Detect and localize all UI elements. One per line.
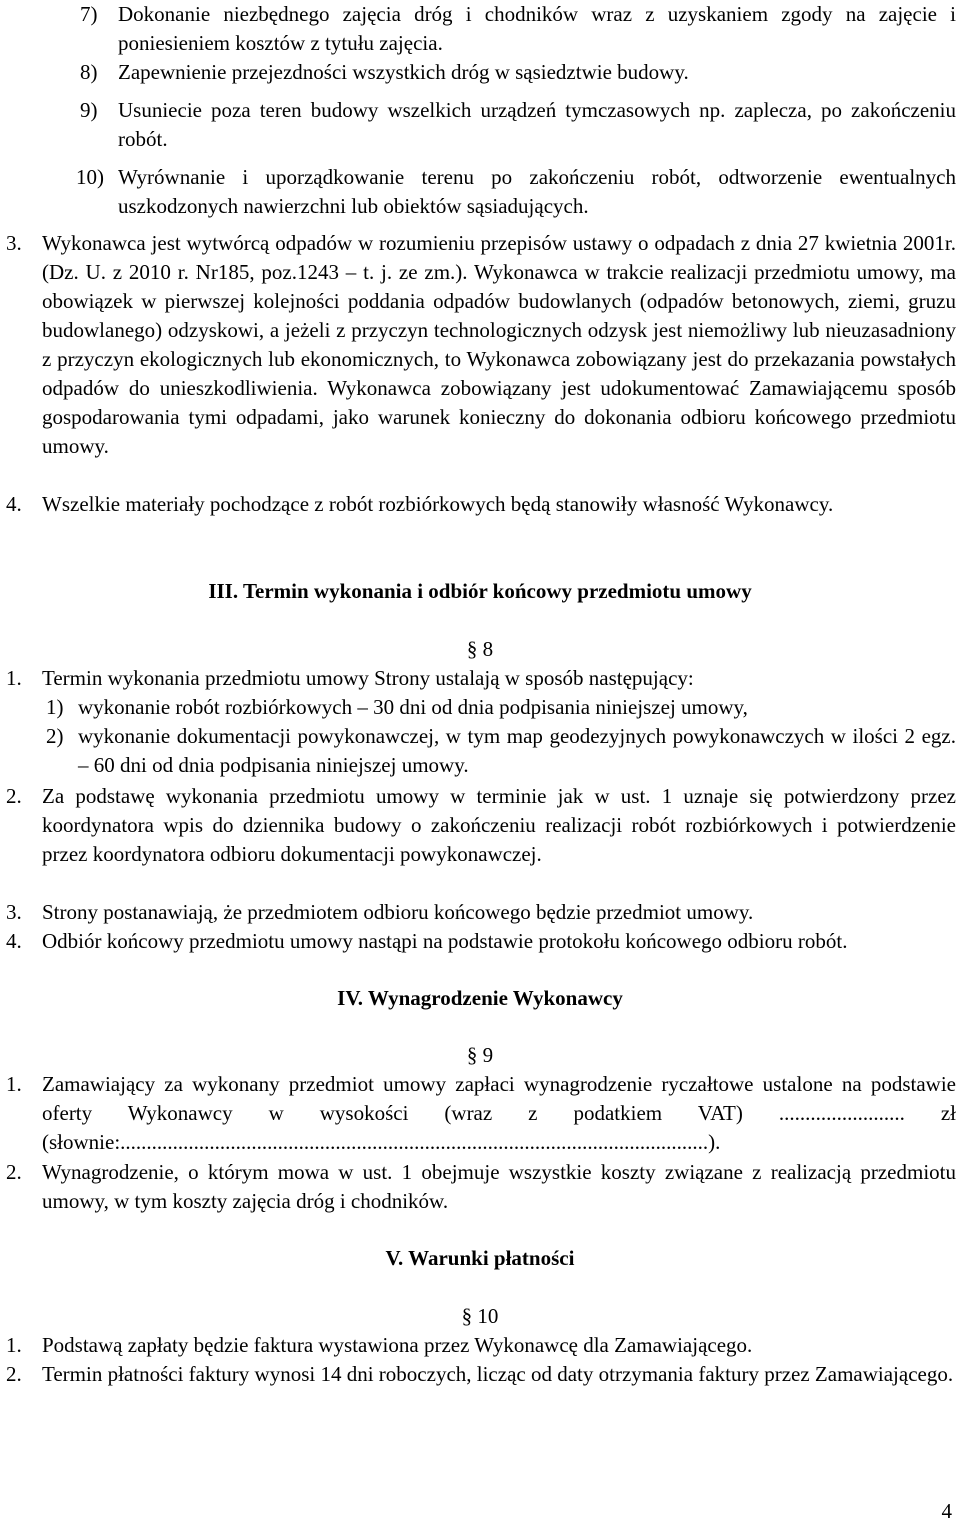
item-number: 1. — [6, 1072, 22, 1096]
item-number: 7) — [80, 2, 98, 26]
item-text: Zapewnienie przejezdności wszystkich dróg w sąsiedztwie budowy. — [118, 60, 689, 84]
item-text: Wyrównanie i uporządkowanie terenu po zakończeniu robót, odtworzenie ewentualnych uszkodzonych nawierzchni lub obiektów sąsiadujących. — [118, 165, 956, 218]
list-item — [6, 490, 956, 519]
item-text: Odbiór końcowy przedmiotu umowy nastąpi na podstawie protokołu końcowego odbioru robót. — [42, 929, 848, 953]
item-text: Za podstawę wykonania przedmiotu umowy w terminie jak w ust. 1 uznaje się potwierdzony przez koordynatora wpis do dziennika budowy o zakończeniu realizacji robót rozbiórkowych i potwierdzenie przez koordynatora odbioru dokumentacji powykonawczej. — [42, 784, 956, 866]
paragraph-sign: § 8 — [466, 637, 494, 661]
paragraph-sign: § 10 — [461, 1304, 499, 1328]
section-heading: III. Termin wykonania i odbiór końcowy przedmiotu umowy — [208, 579, 752, 603]
list-item — [80, 0, 956, 58]
item-text: wykonanie dokumentacji powykonawczej, w tym map geodezyjnych powykonawczych w ilości 2 egz. – 60 dni od dnia podpisania niniejszej umowy. — [78, 724, 956, 777]
item-number: 4. — [6, 929, 22, 953]
item-number: 9) — [80, 98, 98, 122]
item-number: 3. — [6, 900, 22, 924]
item-text: Usuniecie poza teren budowy wszelkich urządzeń tymczasowych np. zaplecza, po zakończeniu robót. — [118, 98, 956, 151]
item-text: Termin wykonania przedmiotu umowy Strony ustalają w sposób następujący: — [42, 666, 694, 690]
item-number: 10) — [76, 165, 104, 189]
list-item — [6, 782, 956, 869]
item-number: 8) — [80, 60, 98, 84]
list-item — [76, 163, 956, 221]
list-item — [6, 898, 956, 927]
list-item — [6, 1331, 956, 1360]
list-item — [6, 1158, 956, 1216]
item-text: Termin płatności faktury wynosi 14 dni roboczych, licząc od daty otrzymania faktury przez Zamawiającego. — [42, 1362, 954, 1386]
item-number: 2) — [46, 724, 64, 748]
list-item — [6, 1360, 956, 1389]
item-number: 2. — [6, 784, 22, 808]
item-text: Wynagrodzenie, o którym mowa w ust. 1 obejmuje wszystkie koszty związane z realizacją przedmiotu umowy, w tym koszty zajęcia dróg i chodników. — [42, 1160, 956, 1213]
item-text: Dokonanie niezbędnego zajęcia dróg i chodników wraz z uzyskaniem zgody na zajęcie i poniesieniem kosztów z tytułu zajęcia. — [118, 2, 956, 55]
item-number: 3. — [6, 231, 22, 255]
list-item — [6, 927, 956, 956]
list-item — [46, 693, 956, 722]
section-heading: IV. Wynagrodzenie Wykonawcy — [337, 986, 623, 1010]
paragraph-sign: § 9 — [466, 1043, 494, 1067]
list-item — [80, 96, 956, 154]
item-number: 4. — [6, 492, 22, 516]
item-text: Wykonawca jest wytwórcą odpadów w rozumieniu przepisów ustawy o odpadach z dnia 27 kwietnia 2001r. (Dz. U. z 2010 r. Nr185, poz.1243 – t. j. ze zm.). Wykonawca w trakcie realizacji przedmiotu umowy, ma obowiązek w pierwszej kolejności poddania odpadów budowlanych (odpadów betonowych, ziemi, gruzu budowlanego) odzyskowi, a jeżeli z przyczyn technologicznych odzysk jest niemożliwy lub nieuzasadniony z przyczyn ekologicznych lub ekonomicznych, to Wykonawca zobowiązany jest do przekazania powstałych odpadów do unieszkodliwienia. Wykonawca zobowiązany jest udokumentować Zamawiającemu sposób gospodarowania tymi odpadami, jako warunek konieczny do dokonania odbioru końcowego przedmiotu umowy. — [42, 231, 956, 458]
list-item — [6, 1070, 956, 1157]
item-number: 2. — [6, 1160, 22, 1184]
item-number: 1) — [46, 695, 64, 719]
item-number: 2. — [6, 1362, 22, 1386]
item-text: wykonanie robót rozbiórkowych – 30 dni od dnia podpisania niniejszej umowy, — [78, 695, 748, 719]
item-number: 1. — [6, 1333, 22, 1357]
list-item — [6, 229, 956, 461]
list-item — [46, 722, 956, 780]
item-text: Wszelkie materiały pochodzące z robót rozbiórkowych będą stanowiły własność Wykonawcy. — [42, 492, 834, 516]
page-number: 4 — [941, 1499, 952, 1523]
item-text: Strony postanawiają, że przedmiotem odbioru końcowego będzie przedmiot umowy. — [42, 900, 754, 924]
item-text: Podstawą zapłaty będzie faktura wystawiona przez Wykonawcę dla Zamawiającego. — [42, 1333, 753, 1357]
item-number: 1. — [6, 666, 22, 690]
item-text: Zamawiający za wykonany przedmiot umowy zapłaci wynagrodzenie ryczałtowe ustalone na podstawie oferty Wykonawcy w wysokości (wraz z podatkiem VAT) ........................ zł (słownie:................................................................................................................). — [42, 1072, 956, 1154]
list-item — [80, 58, 956, 87]
section-heading: V. Warunki płatności — [385, 1246, 575, 1270]
list-item — [6, 664, 956, 693]
